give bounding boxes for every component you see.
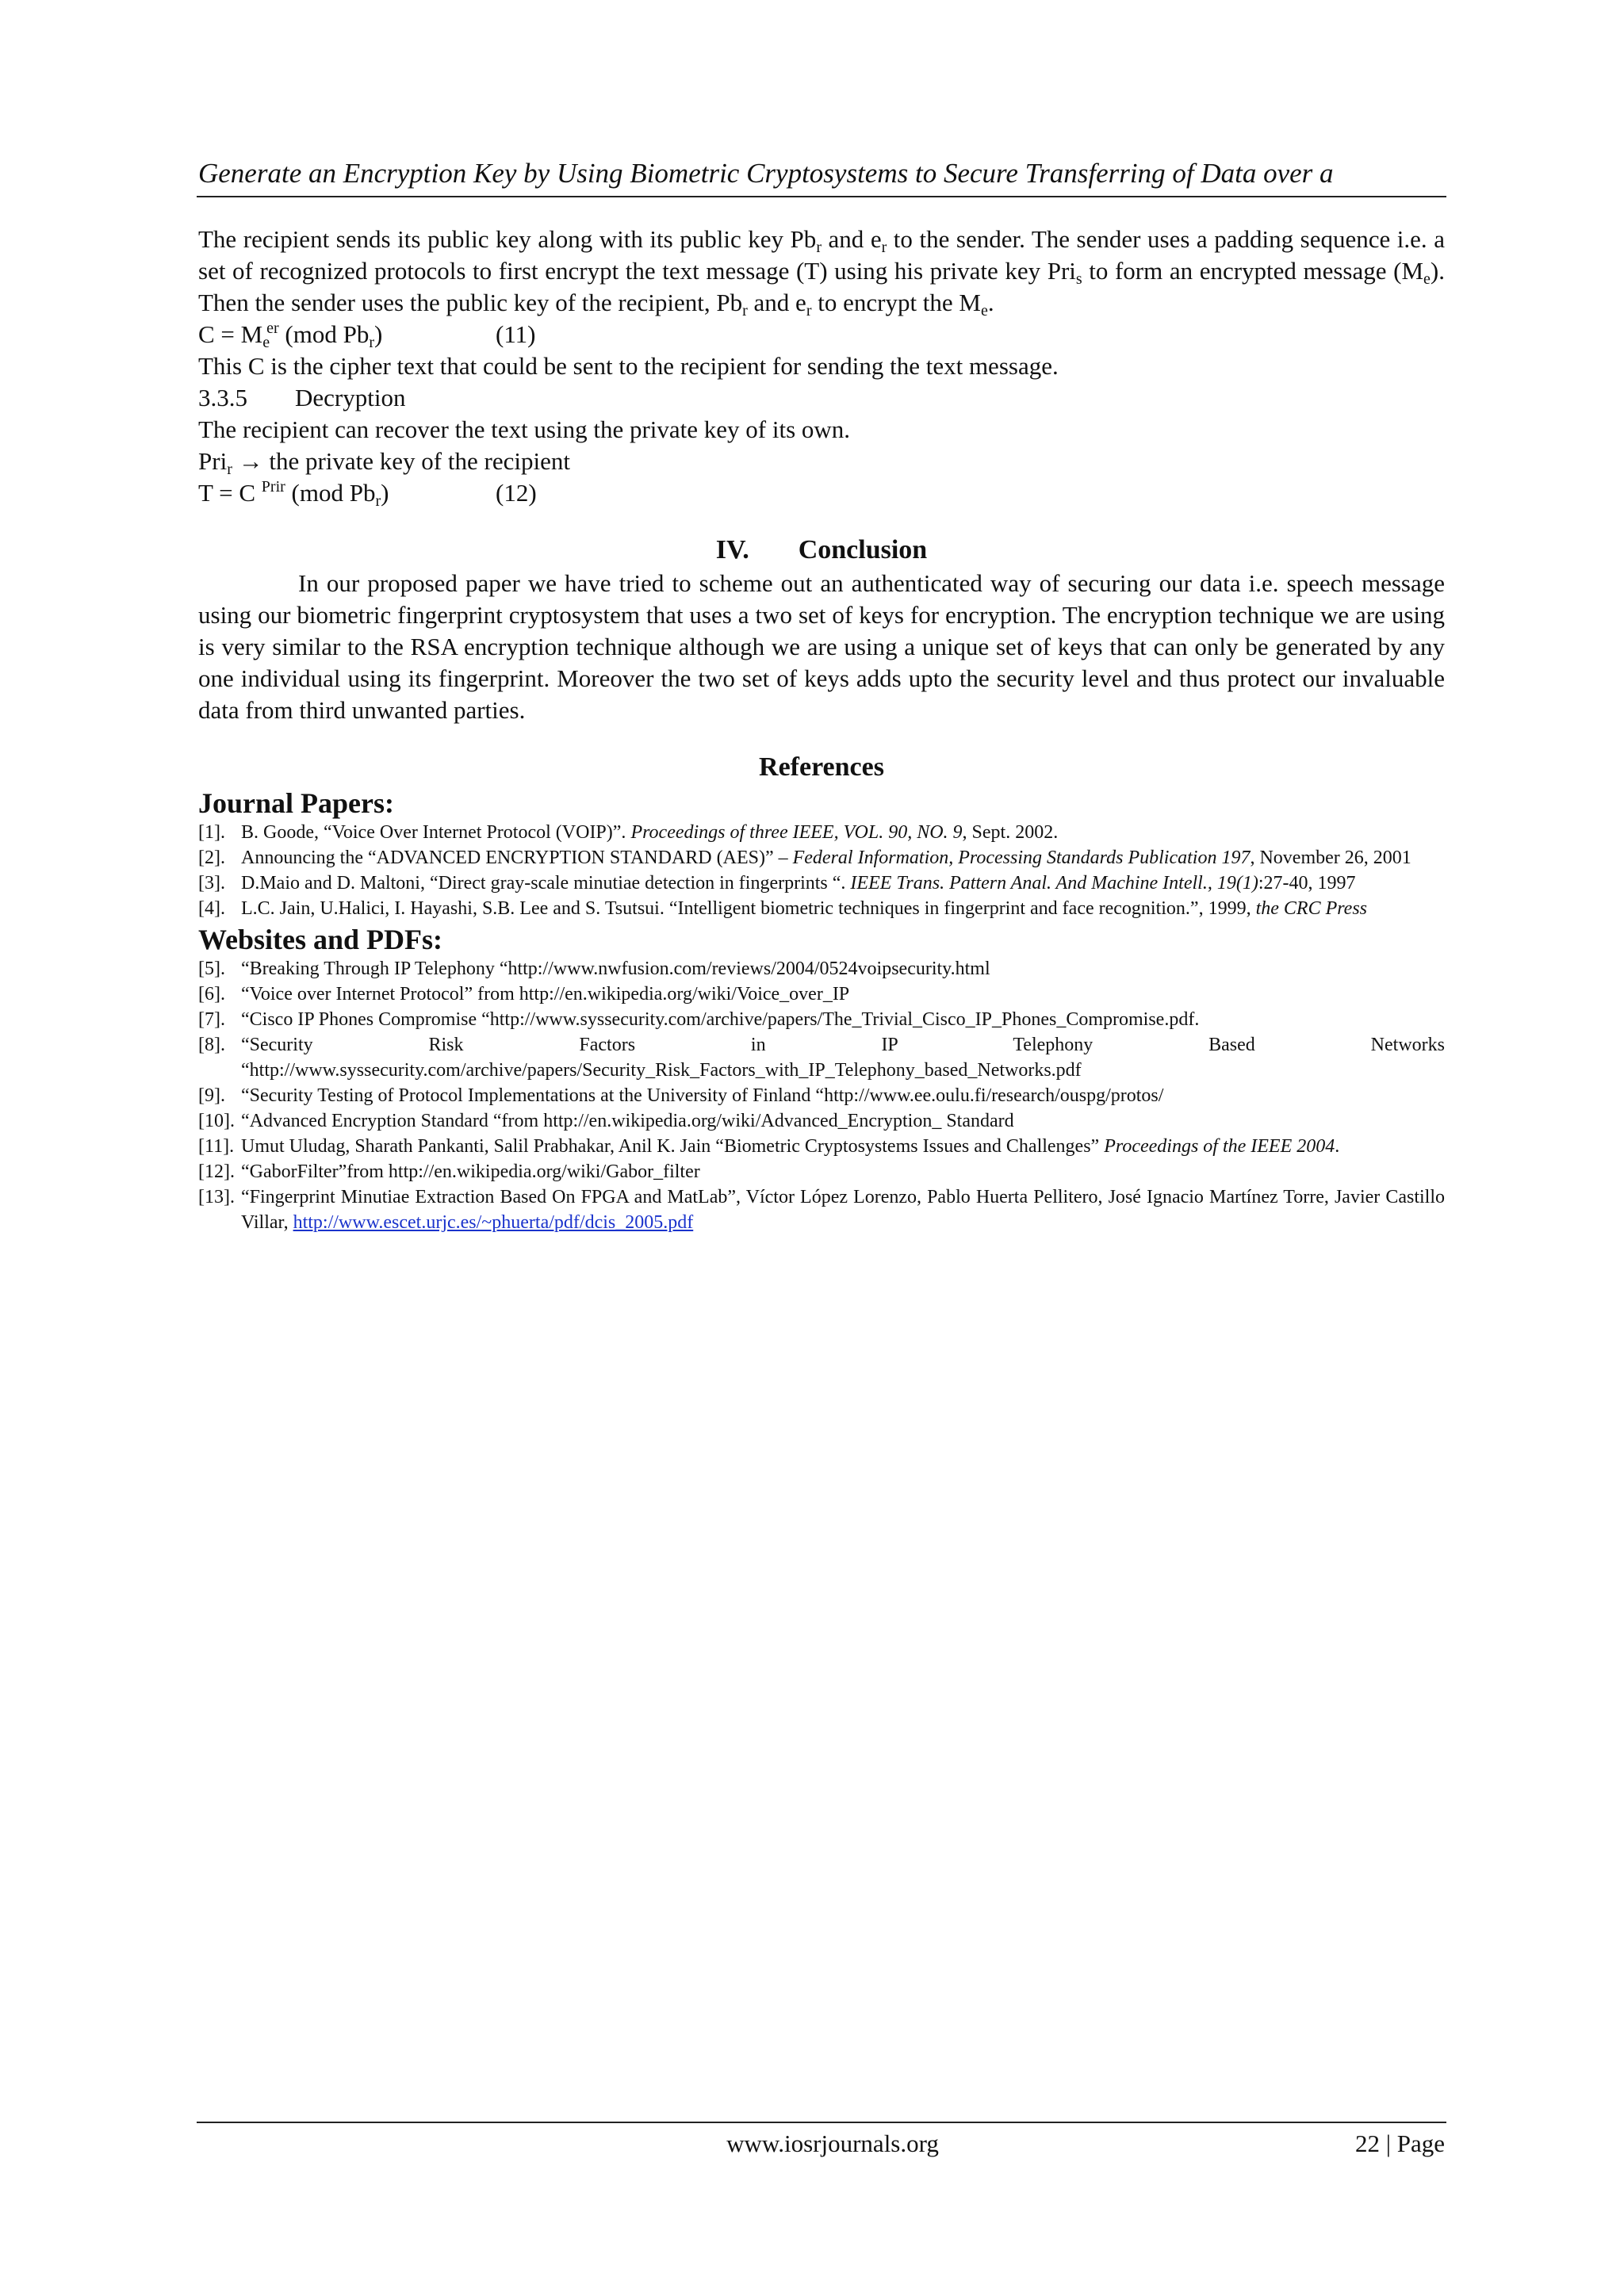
footer-rule xyxy=(197,2122,1446,2123)
reference-item: [8]. “Security Risk Factors in IP Telephony Based Networks “http://www.syssecurity.com/archive/papers/Security_Risk_Factors_with_IP_Telephony_based_Networks.pdf xyxy=(198,1035,1445,1081)
website-reference-list xyxy=(198,956,1445,1235)
paragraph-conclusion: In our proposed paper we have tried to scheme out an authenticated way of securing our data i.e. speech message using our biometric fingerprint cryptosystem that uses a two set of keys for encryption. The encryption technique we are using is very similar to the RSA encryption technique although we are using a unique set of keys that can only be generated by any one individual using its fingerprint. Moreover the two set of keys adds upto the security level and thus protect our invaluable data from third unwanted parties. xyxy=(198,569,1445,724)
reference-item: [3]. D.Maio and D. Maltoni, “Direct gray-scale minutiae detection in fingerprints “. IEEE Trans. Pattern Anal. And Machine Intell., 19(1):27-40, 1997 xyxy=(198,873,1356,894)
footer-website: www.iosrjournals.org xyxy=(726,2130,939,2157)
reference-item: [12]. “GaborFilter”from http://en.wikipedia.org/wiki/Gabor_filter xyxy=(198,1161,700,1182)
header-rule xyxy=(197,196,1446,197)
reference-link[interactable]: http://www.escet.urjc.es/~phuerta/pdf/dcis_2005.pdf xyxy=(293,1212,694,1233)
paragraph-private-key: Pri$_r$ → the private key of the recipient xyxy=(198,447,570,478)
journal-reference-list xyxy=(198,820,1445,921)
body-text xyxy=(198,224,1445,1235)
reference-item: [1]. B. Goode, “Voice Over Internet Protocol (VOIP)”. Proceedings of three IEEE, VOL. 90, NO. 9, Sept. 2002. xyxy=(198,822,1059,843)
reference-item: [11]. Umut Uludag, Sharath Pankanti, Salil Prabhakar, Anil K. Jain “Biometric Cryptosystems Issues and Challenges” Proceedings of the IEEE 2004. xyxy=(198,1136,1340,1157)
running-header: Generate an Encryption Key by Using Biometric Cryptosystems to Secure Transferring of Data over a xyxy=(198,158,1334,189)
reference-item: [13]. “Fingerprint Minutiae Extraction Based On FPGA and MatLab”, Víctor López Lorenzo, Pablo Huerta Pellitero, José Ignacio Martínez Torre, Javier Castillo Villar, http://www.escet.urjc.es/~phuerta/pdf/dcis_2005.pdf xyxy=(198,1187,1445,1233)
reference-item: [4]. L.C. Jain, U.Halici, I. Hayashi, S.B. Lee and S. Tsutsui. “Intelligent biometric techniques in fingerprint and face recognition.”, 1999, the CRC Press xyxy=(198,898,1368,919)
equation-12: T = C $^{Prir}$ (mod $Pb_r$) (12) xyxy=(198,478,537,510)
reference-item: [9]. “Security Testing of Protocol Implementations at the University of Finland “http://www.ee.oulu.fi/research/ouspg/protos/ xyxy=(198,1085,1164,1106)
reference-item: [2]. Announcing the “ADVANCED ENCRYPTION STANDARD (AES)” – Federal Information, Processing Standards Publication 197, November 26, 2001 xyxy=(198,848,1411,868)
reference-item: [7]. “Cisco IP Phones Compromise “http://www.syssecurity.com/archive/papers/The_Trivial_Cisco_IP_Phones_Compromise.pdf. xyxy=(198,1009,1200,1030)
subsection-heading: 3.3.5 Decryption xyxy=(198,384,406,411)
equation-number: (12) xyxy=(496,479,537,507)
footer-page-number: 22 | Page xyxy=(1355,2130,1445,2157)
equation-11: $C = M_eer$ (mod $Pb_r$) (11) xyxy=(198,320,536,351)
paragraph-cipher: This C is the cipher text that could be sent to the recipient for sending the text message. xyxy=(198,352,1059,380)
paragraph-recover: The recipient can recover the text using the private key of its own. xyxy=(198,415,851,443)
equation-number: (11) xyxy=(496,320,536,348)
journal-papers-heading: Journal Papers: xyxy=(198,787,394,819)
reference-item: [10]. “Advanced Encryption Standard “from http://en.wikipedia.org/wiki/Advanced_Encryption_ Standard xyxy=(198,1111,1014,1131)
paragraph-encryption: The recipient sends its public key along with its public key $Pb_r$ and $e_r$ to the sender. The sender uses a padding sequence i.e. a set of recognized protocols to first encrypt the text message (T) using his private key Pri$_s$ to form an encrypted message $(M_e)$. Then the sender uses the public key of the recipient, $Pb_r$ and $e_r$ to encrypt the $M_e$. xyxy=(198,225,1445,320)
section-heading-conclusion: IV. Conclusion xyxy=(715,535,928,564)
reference-item: [5]. “Breaking Through IP Telephony “http://www.nwfusion.com/reviews/2004/0524voipsecurity.html xyxy=(198,959,990,979)
websites-heading: Websites and PDFs: xyxy=(198,924,443,955)
reference-item: [6]. “Voice over Internet Protocol” from http://en.wikipedia.org/wiki/Voice_over_IP xyxy=(198,984,850,1004)
references-heading: References xyxy=(759,752,884,782)
